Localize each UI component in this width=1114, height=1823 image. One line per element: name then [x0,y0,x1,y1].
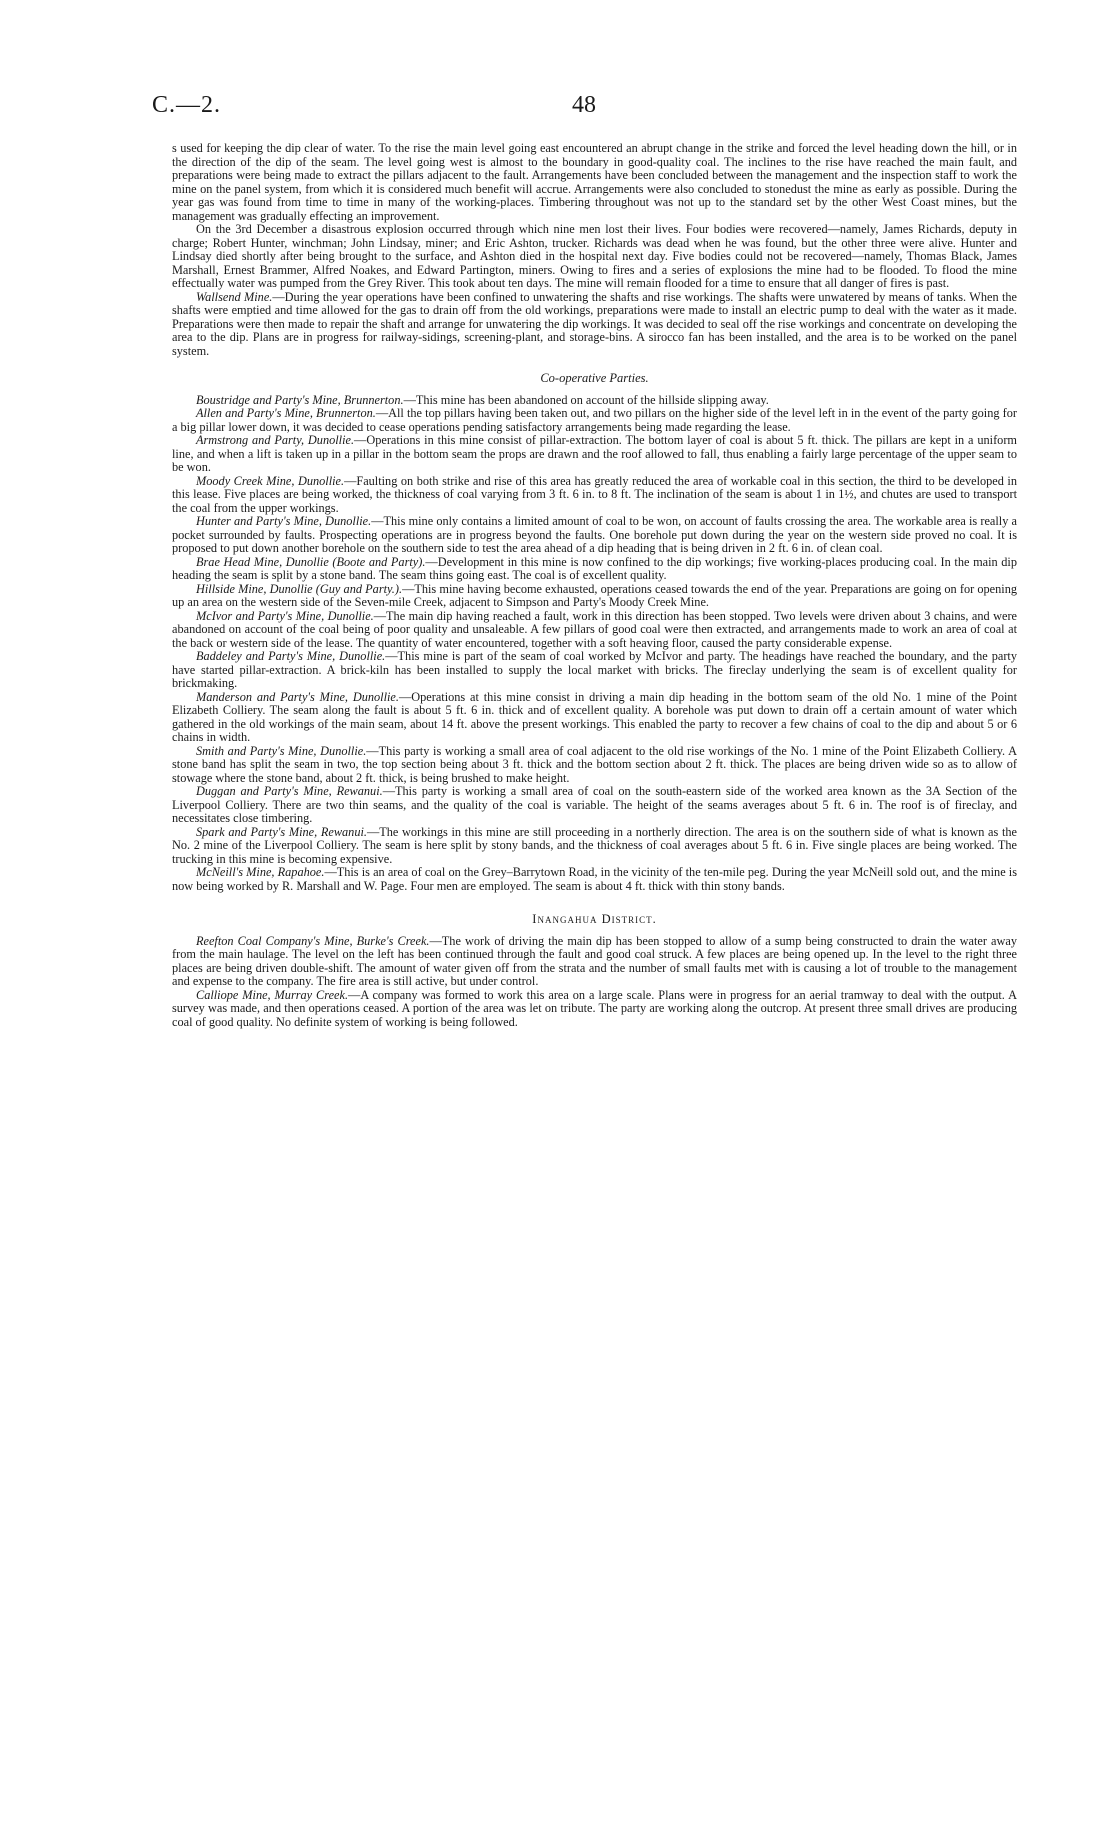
paragraph-text: —The main dip having reached a fault, work in this direction has been stopped. Two levels were driven about 3 chains, and were abandoned on account of the coal being of poor quality and unsaleable. A few pillars of good coal were then extracted, and arrangements made to work an area of coal at the back or western side of the lease. The quantity of water encountered, together with a soft heaving floor, caused the party considerable expense. [172,608,1017,650]
paragraph-title: McIvor and Party's Mine, Dunollie. [196,608,374,623]
paragraph-text: —This mine is part of the seam of coal worked by McIvor and party. The headings have reached the boundary, and the party have started pillar-extraction. A brick-kiln has been installed to supply the local market with bricks. The fireclay underlying the seam is of excellent quality for brickmaking. [172,649,1017,690]
paragraph-title: Boustridge and Party's Mine, Brunnerton. [196,392,404,407]
paragraph-text: —All the top pillars having been taken out, and two pillars on the higher side of the level left in in the event of the party going for a big pillar lower down, it was decided to cease operations pending satisfactory arrangements being made regarding the lease. [172,406,1017,434]
paragraph-title: McNeill's Mine, Rapahoe. [196,865,325,879]
paragraph [172,475,1017,516]
paragraph-title: Reefton Coal Company's Mine, Burke's Creek. [196,933,430,948]
paragraph-title: Manderson and Party's Mine, Dunollie. [196,689,399,704]
section-heading: Inangahua District. [532,912,657,926]
paragraph [172,556,1017,583]
paragraph-title: Hillside Mine, Dunollie (Guy and Party.). [196,581,403,596]
paragraph [172,989,1017,1030]
paragraph-text: —This mine having become exhausted, operations ceased towards the end of the year. Preparations are going on for opening up an area on the western side of the Seven-mile Creek, adjacent to Simpson and Party's Moody Creek Mine. [172,581,1017,609]
paragraph-title: Armstrong and Party, Dunollie. [196,433,355,447]
paragraph-text: —Operations in this mine consist of pillar-extraction. The bottom layer of coal is about 5 ft. thick. The pillars are kept in a uniform line, and when a lift is taken up in a pillar in the bottom seam the props are drawn and the roof allowed to fall, thus enabling a fairly large percentage of the upper seam to be won. [172,433,1017,474]
page-header [152,92,1012,128]
paragraph [172,223,1017,291]
paragraph [172,691,1017,745]
paragraph-title: Hunter and Party's Mine, Dunollie. [196,514,372,528]
paragraph [172,866,1017,893]
paragraph [172,826,1017,867]
paragraph-text: —This party is working a small area of coal on the south-eastern side of the worked area known as the 3A Section of the Liverpool Colliery. There are two thin seams, and the quality of the coal is variable. The height of the seams averages about 5 ft. 6 in. The roof is of fireclay, and necessitates close timbering. [172,784,1017,825]
paragraph [172,583,1017,610]
paragraph-title: Spark and Party's Mine, Rewanui. [196,824,367,839]
paragraph [172,407,1017,434]
paragraph-title: Wallsend Mine. [196,289,273,304]
paragraph [172,610,1017,651]
paragraph [172,650,1017,691]
section-heading: Co-operative Parties. [540,371,649,385]
paragraph-text: —Development in this mine is now confined to the dip workings; five working-places producing coal. In the main dip heading the seam is split by a stone band. The seam thins going east. The coal is of excellent quality. [172,554,1017,582]
paragraph-text: s used for keeping the dip clear of water. To the rise the main level going east encountered an abrupt change in the strike and forced the level heading down the hill, or in the direction of the dip of the seam. The level going west is almost to the boundary in good-quality coal. The inclines to the rise have reached the main fault, and preparations were being made to extract the pillars adjacent to the fault. Arrangements have been concluded between the management and the inspection staff to work the mine on the panel system, from which it is considered much benefit will accrue. Arrangements were also concluded to stonedust the mine as early as possible. During the year gas was found from time to time in many of the working-places. Timbering throughout was not up to the standard set by the other West Coast mines, but the management was gradually effecting an improvement. [172,141,1017,223]
paragraph-text: On the 3rd December a disastrous explosion occurred through which nine men lost their lives. Four bodies were recovered—namely, James Richards, deputy in charge; Robert Hunter, winchman; John Lindsay, miner; and Eric Ashton, trucker. Richards was dead when he was found, but the other three were alive. Hunter and Lindsay died shortly after being brought to the surface, and Ashton died in the hospital next day. Five bodies could not be recovered—namely, Thomas Black, James Marshall, Ernest Brammer, Alfred Noakes, and Edward Partington, miners. Owing to fires and a series of explosions the mine had to be flooded. To flood the mine effectually water was pumped from the Grey River. This took about ten days. The mine will remain flooded for a time to ensure that all danger of fires is past. [172,222,1017,290]
paragraph [172,785,1017,826]
paragraph-text: —During the year operations have been confined to unwatering the shafts and rise workings. The shafts were unwatered by means of tanks. When the shafts were emptied and time allowed for the gas to drain off from the old workings, preparations were made to install an electric pump to deal with the water as it made. Preparations were then made to repair the shaft and arrange for unwatering the dip workings. It was decided to seal off the rise workings and concentrate on developing the area to the dip. Plans are in progress for railway-sidings, screening-plant, and storage-bins. A sirocco fan has been installed, and the area is to be worked on the panel system. [172,289,1017,358]
paragraph-text: —A company was formed to work this area on a large scale. Plans were in progress for an aerial tramway to deal with the output. A survey was made, and then operations ceased. A portion of the area was let on tribute. The party are working along the outcrop. At present three small drives are producing coal of good quality. No definite system of working is being followed. [172,987,1018,1029]
paragraph-text: —This mine has been abandoned on account of the hillside slipping away. [403,392,769,407]
paragraph [172,515,1017,556]
paragraph-text: —The work of driving the main dip has been stopped to allow of a sump being constructed to drain the water away from the main haulage. The level on the left has been continued through the fault and good coal struck. A few places are being opened up. In the level to the right three places are being driven double-shift. The amount of water given off from the strata and the number of small faults met with is causing a lot of trouble to the management and expense to the company. The fire area is still active, but under control. [172,933,1017,988]
paragraph-text: —This mine only contains a limited amount of coal to be won, on account of faults crossing the area. The workable area is really a pocket surrounded by faults. Prospecting operations are in progress beyond the faults. One borehole put down during the year on the western side proved no coal. It is proposed to put down another borehole on the southern side to test the area ahead of a dip heading that is being driven in 2 ft. 6 in. of clean coal. [172,514,1017,555]
paragraph-text: —This is an area of coal on the Grey–Barrytown Road, in the vicinity of the ten-mile peg. During the year McNeill sold out, and the mine is now being worked by R. Marshall and W. Page. Four men are employed. The seam is about 4 ft. thick with thin stony bands. [172,865,1017,893]
paragraph-text: —Faulting on both strike and rise of this area has greatly reduced the area of workable coal in this section, the third to be developed in this lease. Five places are being worked, the thickness of coal varying from 3 ft. 6 in. to 8 ft. The inclination of the seam is about 1 in 1½, and chutes are used to transport the coal from the upper workings. [172,473,1017,515]
paragraph-title: Duggan and Party's Mine, Rewanui. [196,784,383,798]
paragraph-title: Brae Head Mine, Dunollie (Boote and Party). [196,554,426,569]
paragraph-title: Smith and Party's Mine, Dunollie. [196,743,367,758]
paragraph-text: —The workings in this mine are still proceeding in a northerly direction. The area is on the southern side of what is known as the No. 2 mine of the Liverpool Colliery. The seam is here split by stony bands, and the thickness of coal averages about 5 ft. 6 in. Five single places are being worked. The trucking in this mine is becoming expensive. [172,824,1017,866]
paragraph [172,142,1017,223]
paragraph-text: —Operations at this mine consist in driving a main dip heading in the bottom seam of the old No. 1 mine of the Point Elizabeth Colliery. The seam along the fault is about 5 ft. 6 in. thick and of excellent quality. A borehole was put down to drain off a certain amount of water which gathered in the old workings of the main seam, about 14 ft. above the present workings. This enabled the party to recover a few chains of coal to the dip and about 5 or 6 chains in width. [172,689,1017,744]
paragraph-text: —This party is working a small area of coal adjacent to the old rise workings of the No. 1 mine of the Point Elizabeth Colliery. A stone band has split the seam in two, the top section being about 3 ft. thick and the bottom section about 2 ft. thick. The places are being driven wide so as to allow of stowage where the stone band, about 2 ft. thick, is being brushed to make height. [172,743,1017,785]
paragraph-title: Allen and Party's Mine, Brunnerton. [196,406,376,420]
paragraph-title: Moody Creek Mine, Dunollie. [196,473,345,488]
page-number: 48 [572,92,596,118]
document-reference: C.—2. [152,92,222,118]
paragraph [172,291,1017,359]
paragraph [172,935,1017,989]
paragraph-title: Calliope Mine, Murray Creek. [196,987,349,1002]
paragraph [172,434,1017,475]
paragraph [172,745,1017,786]
document-body [172,142,1017,1029]
paragraph-title: Baddeley and Party's Mine, Dunollie. [196,649,386,663]
paragraph [172,394,1017,408]
